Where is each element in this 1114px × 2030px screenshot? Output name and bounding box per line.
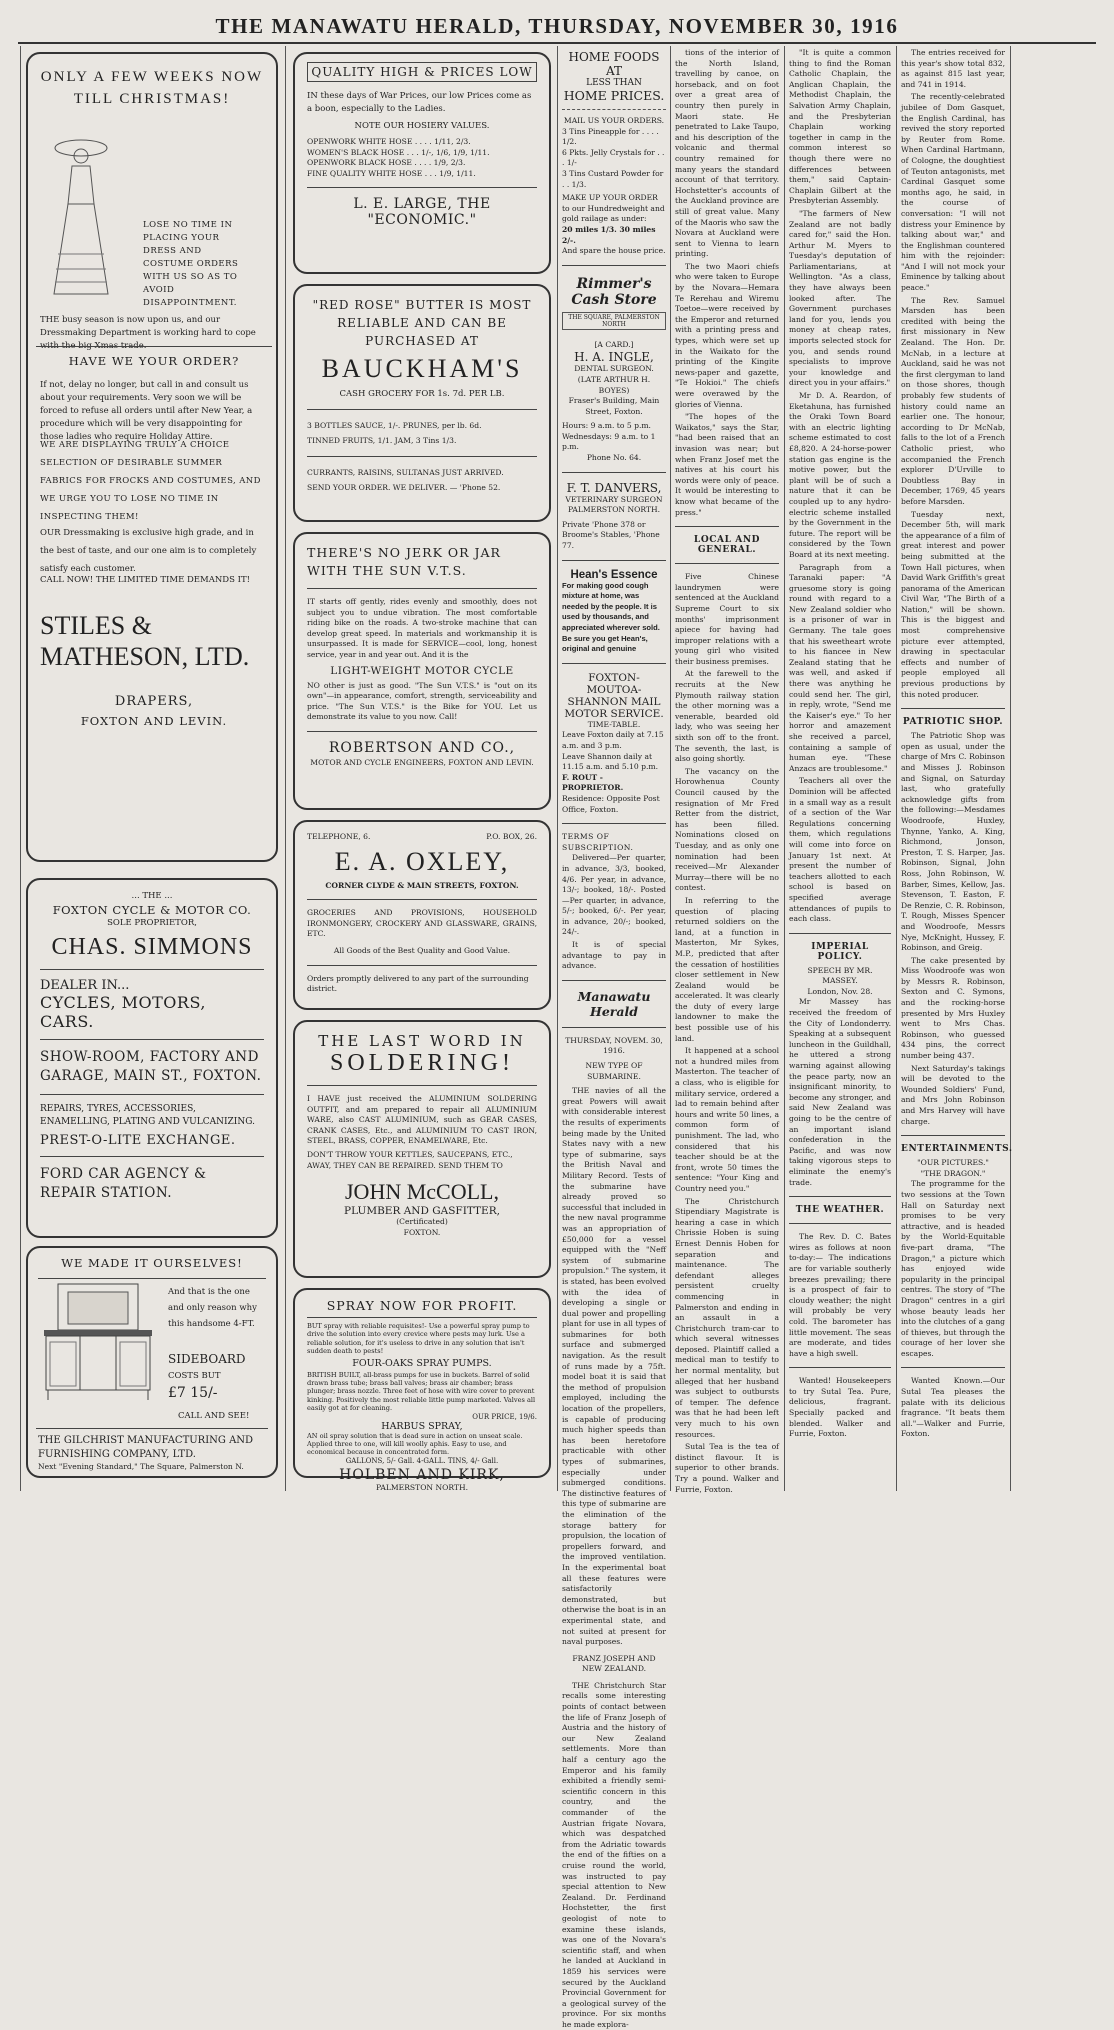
robertson-ad xyxy=(293,532,551,810)
dental-surgeon: DENTAL SURGEON. xyxy=(574,364,654,374)
sole-proprietor-label: SOLE PROPRIETOR, xyxy=(107,918,197,928)
danvers-name: F. T. DANVERS, xyxy=(566,480,662,495)
butter-price: CASH GROCERY FOR 1s. 7d. PER LB. xyxy=(339,389,505,399)
stiles-matheson-ad xyxy=(26,52,278,862)
dealer-in-label: DEALER IN... xyxy=(40,978,130,993)
column-rule xyxy=(20,46,21,1491)
column-rule xyxy=(1010,46,1011,1491)
dressmaking-paragraph: OUR Dressmaking is exclusive high grade, and in the best of taste, and our one aim is to completely satisfy each customer. xyxy=(40,528,257,574)
article-paragraph: The two Maori chiefs who were taken to Europe by the Novara—Hemara Te Rerehau and Wiremu Toetoe—were received by the Emperor and returned with a printing press and types, which were set up in the Waikato for the printing of the Kingite news-paper and gazette, "Te Hokioi." The chiefs were overawed by the glories of Vienna. xyxy=(675,261,779,409)
article-paragraph: The vacancy on the Horowhenua County Council caused by the resignation of Mr Fred Retter from the district, has been filled. Nominations closed on Tuesday, and as only one nomination had been received—Mr Alexander Murray—there will be no contest. xyxy=(675,766,779,893)
sutal-tea-ad: Sutal Tea is the tea of distinct flavour. It is superior to other brands. Try a pound. Walker and Furrie, Foxton. xyxy=(675,1442,779,1494)
plumber-label: PLUMBER AND GASFITTER, xyxy=(344,1205,500,1218)
ingle-address: Fraser's Building, Main Street, Foxton. xyxy=(568,396,660,416)
gilchrist-address: Next "Evening Standard," The Square, Palmerston N. xyxy=(38,1462,244,1471)
sun-vts-paragraph-2: NO other is just as good. "The Sun V.T.S." is "out on its own"—in appearance, comfort, strength, serviceability and price. "The Sun V.T.S." is the Bike for YOU. Let us demonstrate its value to you now. Call! xyxy=(307,680,537,722)
divider xyxy=(36,1428,268,1429)
article-paragraph: Mr D. A. Reardon, of Eketahuna, has furnished the Oraki Town Board with an electric lighting scheme estimated to cost £8,820. A 24-horse-power station gas engine is the motive power, but the plant will be of such a nature that it can be coupled up to any hydro-electric scheme installed by the Government in the future. The report will be considered by the Town Board at its next meeting. xyxy=(789,391,891,559)
railage-rates: 20 miles 1/3. 30 miles 2/-. xyxy=(562,224,656,245)
ingle-hours: Hours: 9 a.m. to 5 p.m. Wednesdays: 9 a.m. to 1 p.m. xyxy=(562,421,656,452)
column-1 xyxy=(26,48,278,1488)
busy-season-text: THE busy season is now upon us, and our Dressmaking Department is working hard to cope with the big Xmas trade. xyxy=(40,315,256,351)
harbus-paragraph: AN oil spray solution that is dead sure in action on unseat scale. Applied three to one, will kill woolly aphis. Easy to use, and economical because in concentrated form. xyxy=(307,1431,523,1457)
cycles-motors-cars: CYCLES, MOTORS, CARS. xyxy=(40,993,206,1031)
divider xyxy=(307,1317,537,1318)
large-firm-name: L. E. LARGE, THE "ECONOMIC." xyxy=(353,196,491,229)
masthead-rule xyxy=(18,42,1096,44)
lightweight-label: LIGHT-WEIGHT MOTOR CYCLE xyxy=(330,664,514,677)
divider xyxy=(40,1039,264,1040)
sun-vts-paragraph: IT starts off gently, rides evenly and smoothly, does not subject you to undue vibration. The most comfortable riding bike on the roads. A two-stroke machine that can develop great speed. In materials and workmanship it is unsurpassed. It is made for SERVICE—cool, long, honest service, year in and year out. And it is the xyxy=(307,597,537,659)
divider xyxy=(562,109,666,110)
article-paragraph: Teachers all over the Dominion will be affected in a small way as a result of a section of the War Regulations concerning them, which regulations will come into force on January 1st next. At present the number of teachers allotted to each school is based on specified average attendances of pupils to each class. xyxy=(789,776,891,924)
card-label: [A CARD.] xyxy=(594,339,634,349)
late-boyes: (LATE ARTHUR H. BOYES) xyxy=(577,374,651,395)
divider xyxy=(675,526,779,527)
danvers-stables: Broome's Stables, 'Phone 77. xyxy=(562,530,660,551)
holben-kirk-name: HOLBEN AND KIRK, xyxy=(339,1466,505,1483)
column-2 xyxy=(293,48,551,1492)
grocery-line: TINNED FRUITS, 1/1. JAM, 3 Tins 1/3. xyxy=(307,436,457,445)
danvers-place: PALMERSTON NORTH. xyxy=(567,505,661,515)
stiles-matheson-name: STILES & MATHESON, LTD. xyxy=(40,611,250,671)
column-rule xyxy=(285,46,286,1491)
oxley-name: E. A. OXLEY, xyxy=(334,846,510,876)
repairs-text: REPAIRS, TYRES, ACCESSORIES, ENAMELLING, PLATING AND VULCANIZING. xyxy=(40,1104,255,1127)
chas-simmons-name: CHAS. SIMMONS xyxy=(51,934,253,960)
sideboard-text: And that is the one and only reason why this handsome 4-FT. xyxy=(168,1287,257,1329)
danvers-phone: Private 'Phone 378 or xyxy=(562,519,646,529)
order-paragraph: If not, delay no longer, but call in and consult us about your requirements. Very soon we will be forced to refuse all orders until after New Year, a procedure which will be very disappointing for those ladies who require Holiday Attire. xyxy=(40,380,253,442)
hean-text: For making good cough mixture at home, was needed by the people. It is used by thousands, and appreciated wherever sold. Be sure you get Hean's, original and genuine xyxy=(562,580,660,654)
article-paragraph: "The farmers of New Zealand are not badly cared for," said the Hon. Arthur M. Myers to Tuesday's deputation of Parliamentarians, at Wellington. "As a class, they have always been looked after. The Government purchases land for you, lends you money at cheap rates, imports selected stock for you, and sends round specialists to improve your knowledge and direct you in your affairs." xyxy=(789,208,891,388)
divider xyxy=(901,708,1005,709)
dragon-subheading: "THE DRAGON." xyxy=(920,1168,986,1178)
divider xyxy=(562,663,666,664)
christmas-title: ONLY A FEW WEEKS NOW TILL CHRISTMAS! xyxy=(40,69,264,107)
article-paragraph: Paragraph from a Taranaki paper: "A gruesome story is going round with regard to a New Zealand soldier who is a prisoner of war in Germany. The tale goes that his sweetheart wrote to his fiancee in New Zealand stating that he was well, and asked if there was anything he could send her. The girl, in reply, wrote, "Send me the Kaiser's eye." To her horror and amazement she received a parcel, containing a sample of human eye. "These Anzacs are troublesome." xyxy=(789,562,891,773)
call-now-text: CALL NOW! THE LIMITED TIME DEMANDS IT! xyxy=(40,575,251,585)
divider xyxy=(901,1135,1005,1136)
divider xyxy=(307,965,537,966)
hosiery-item: OPENWORK WHITE HOSE . . . . 1/11, 2/3. xyxy=(307,137,471,146)
soldering-title: SOLDERING! xyxy=(330,1050,514,1076)
column-rule xyxy=(784,46,785,1491)
bauckham-ad xyxy=(293,284,551,522)
pumps-paragraph: BRITISH BUILT, all-brass pumps for use in buckets. Barrel of solid drawn brass tube; brass ball valves; brass air chamber; brass plunger; brass nozzle. Three feet of hose with wire cover to prevent kinking. Positively the most reliable little pump marketed. Valves all easily got at for cleaning. xyxy=(307,1370,536,1413)
terms-text: Delivered—Per quarter, in advance, 3/3, booked, 4/6. Per year, in advance, 13/-; booked, 18/-. Posted—Per quarter, in advance, 5/-; booked, 6/-. Per year, in advance, 20/-; booked, 24/-. xyxy=(562,853,666,937)
divider xyxy=(789,933,891,934)
article-paragraph: The Rev. Samuel Marsden has been credited with being the first missionary in New Zealand. The Hon. Dr. McNab, in a lecture at Auckland, said he was not the first clergyman to land on those shores, though probably few students of history could name an earlier one. The honour, according to Dr McNab, falls to the lot of a French Catholic priest, who accompanied the French explorer D'Urville to Doubtless Bay in December, 1769, 45 years before Marsden. xyxy=(901,295,1005,506)
hosiery-note: NOTE OUR HOSIERY VALUES. xyxy=(354,121,490,131)
less-than: LESS THAN xyxy=(586,78,642,88)
sutal-tea-ad: Wanted! Housekeepers to try Sutal Tea. Pure, delicious, fragrant. Specially packed and blended. Walker and Furrie, Foxton. xyxy=(789,1376,891,1439)
sideboard-illustration xyxy=(38,1280,158,1402)
article-paragraph: Tuesday next, December 5th, will mark the appearance of a film of great interest and power being submitted at the Town Hall pictures, when David Wark Griffith's great panorama of the American Civil War, "The Birth of a Nation," will be shown. This is the biggest and most comprehensive picture ever attempted, drawing in spectacular effects and number of people employed all previous productions by this noted producer. xyxy=(901,509,1005,699)
mccoll-place: FOXTON. xyxy=(403,1227,441,1237)
column-rule xyxy=(670,46,671,1491)
article-paragraph: The Christchurch Stipendiary Magistrate is hearing a case in which Chrissie Hoben is suing Ernest Dennis Hoben for separation and maintenance. The defendant alleges persistent cruelty commencing in Palmerston and ending in an assault in a Christchurch tram-car to which several witnesses deposed. Plaintiff called a medical man to testify to her normal mentality, but alleged that her husband was subject to outbursts of temper. The defence was that he had been left very much to his own resources. xyxy=(675,1196,779,1439)
oxley-quality: All Goods of the Best Quality and Good Value. xyxy=(333,945,511,955)
divider xyxy=(307,187,537,188)
costs-but-label: COSTS BUT xyxy=(168,1371,221,1381)
our-pictures-subheading: "OUR PICTURES." xyxy=(917,1158,989,1168)
divider xyxy=(789,1223,891,1224)
oxley-goods: GROCERIES AND PROVISIONS, HOUSEHOLD IRONMONGERY, CROCKERY AND GLASSWARE, GRAINS, ETC. xyxy=(307,908,537,939)
article-paragraph: The cake presented by Miss Woodroofe was won by Messrs R. Robinson, Sexton and C. Symons, and the rocking-horse presented by Mrs Huxley went to Mrs Chas. Robinson, who guessed 434 pins, the correct number being 437. xyxy=(901,955,1005,1061)
call-and-see: CALL AND SEE! xyxy=(178,1411,250,1421)
make-up-order: MAKE UP YOUR ORDER to our Hundredweight and gold railage as under: xyxy=(562,193,665,224)
ingle-name: H. A. INGLE, xyxy=(574,350,654,365)
divider xyxy=(901,1367,1005,1368)
spare-price: And spare the house price. xyxy=(562,246,666,256)
herald-date: THURSDAY, NOVEM. 30, 1916. xyxy=(565,1035,663,1056)
sideboard-label: SIDEBOARD xyxy=(168,1352,246,1366)
divider xyxy=(307,899,537,900)
pump-price: OUR PRICE, 19/6. xyxy=(472,1412,537,1421)
home-foods-title: HOME FOODS AT xyxy=(568,50,660,78)
franz-joseph-article: THE Christchurch Star recalls some interesting points of contact between the life of Franz Joseph of Austria and the history of our New Zealand settlements. More than half a century ago the Emperor and his family exhibited a friendly semi-scientific concern in this country, and the commander of the Austrian frigate Novara, which was despatched from the Adriatic towards the end of the fifties on a cruise round the world, was instructed to pay special attention to New Zealand. Dr. Ferdinand Hochstetter, the first geologist of note to examine these islands, was one of the Novara's scientific staff, and when he landed at Auckland in 1859 his services were secured by the Auckland Provincial Government for a geological survey of the province. For six months he made explora- xyxy=(562,1680,666,2029)
divider xyxy=(562,823,666,824)
patriotic-shop-heading: PATRIOTIC SHOP. xyxy=(902,717,1004,728)
cycle-company-name: FOXTON CYCLE & MOTOR CO. xyxy=(52,903,252,917)
divider xyxy=(40,1094,264,1095)
home-prices: HOME PRICES. xyxy=(563,88,665,103)
masthead: THE MANAWATU HERALD, THURSDAY, NOVEMBER 30, 1916 xyxy=(215,14,899,38)
divider xyxy=(40,969,264,970)
column-4 xyxy=(675,48,779,1494)
weather-report: The Rev. D. C. Bates wires as follows at noon to-day:— The indications are for variable southerly breezes prevailing; there is a prospect of fair to cloudy weather; the night will probably be very cold. The barometer has little movement. The seas are moderate, and tides have a high swell. xyxy=(789,1232,891,1358)
hosiery-item: FINE QUALITY WHITE HOSE . . . 1/9, 1/11. xyxy=(307,168,476,178)
divider xyxy=(789,1196,891,1197)
food-item: 3 Tins Pineapple for . . . . 1/2. xyxy=(562,126,659,147)
article-paragraph: The entries received for this year's show total 832, as against 815 last year, and 741 in 1914. xyxy=(901,48,1005,89)
article-paragraph: At the farewell to the recruits at the New Plymouth railway station the other morning was a venerable, bearded old lady, who was seeing her sixth son off to the front. The seventh, the last, is also going shortly. xyxy=(675,669,779,764)
divider xyxy=(307,456,537,457)
divider xyxy=(562,472,666,473)
showroom-text: SHOW-ROOM, FACTORY AND GARAGE, MAIN ST., FOXTON. xyxy=(40,1049,262,1084)
column-5 xyxy=(789,48,891,1488)
foxton-levin-label: FOXTON AND LEVIN. xyxy=(80,714,228,728)
ingle-phone: Phone No. 64. xyxy=(586,453,642,463)
article-paragraph: "The hopes of the Waikatos," says the Star, "had been raised that an invasion was near; but when Franz Josef met the natives at his court his words were only of peace. It would be interesting to know what became of the press." xyxy=(675,412,779,517)
sideboard-price: £7 15/- xyxy=(168,1385,218,1401)
spray-paragraph: BUT spray with reliable requisites!- Use a powerful spray pump to drive the solution into every crevice where pests may lurk. Use a reliable solution, for it's useless to drive in any solution that isn't sudden death to pests! xyxy=(307,1322,530,1356)
local-general-heading: LOCAL AND GENERAL. xyxy=(693,535,761,556)
grocery-line: CURRANTS, RAISINS, SULTANAS JUST ARRIVED. xyxy=(307,468,504,477)
submarine-article: THE navies of all the great Powers will await with considerable interest the results of experiments being made by the United States navy with a new type of submarine, says the British Naval and Military Record. Tests of the submarine have already proved so successful that included in the new naval programme was an appropriation of £50,000 for a vessel equipped with the "Neff system of submarine propulsion." The system, it is stated, has been evolved with the idea of developing a single or dual power and propelling plant for use in all types of submarines for both surface and submerged navigation. As the result of runs made by a 75ft. model boat it is said that the method of propulsion employed, including the location of the propellers, is capable of producing much higher speeds than has been heretofore practicable with other types of submarines, especially under submerged conditions. The distinctive features of this type of submarine are the elimination of the storage battery for propulsion, the location of propellers forward, and the improved ventilation. In the experimental boat all these features were satisfactorily demonstrated, but otherwise the boat is in an experimental state, and not suited at present for naval purposes. xyxy=(562,1086,666,1647)
divider xyxy=(675,563,779,564)
po-box-label: P.O. BOX, 26. xyxy=(486,832,537,841)
column-3 xyxy=(562,48,666,2029)
proprietor-label: F. ROUT - PROPRIETOR. xyxy=(562,772,624,793)
oxley-contact xyxy=(307,832,537,843)
oxley-delivery: Orders promptly delivered to any part of the surrounding district. xyxy=(307,973,529,994)
hosiery-item: OPENWORK BLACK HOSE . . . . 1/9, 2/3. xyxy=(307,158,466,168)
residence-label: Residence: Opposite Post Office, Foxton. xyxy=(562,793,660,814)
imperial-policy-heading: IMPERIAL POLICY. xyxy=(811,941,869,962)
article-paragraph: Mr Massey has received the freedom of the City of Londonderry. Speaking at a subsequent luncheon in the Guildhall, he uttered a strong warning against allowing the peace party, now an insignificant minority, to become any stronger, and said New Zealand was going to be the centre of an important island confederation in the Pacific, and was now taking vigorous steps to eliminate the enemy's trade. xyxy=(789,997,891,1187)
divider xyxy=(562,560,666,561)
foxton-departure: Leave Foxton daily at 7.15 a.m. and 3 p.m. xyxy=(562,730,664,750)
soldering-paragraph: I HAVE just received the ALUMINIUM SOLDERING OUTFIT, and am prepared to repair all ALUMINIUM WARE, also CAST ALUMINIUM, such as GEAR CASES, CRANK CASES, Etc., and ALUMINIUM TO CAST IRON, STEEL, BRASS, COPPER, ENAMELWARE, Etc. xyxy=(307,1094,537,1146)
article-paragraph: It happened at a school not a hundred miles from Masterton. The teacher of a class, who is eligible for military service, ordered a lad to remain behind after hours and write 50 lines, a common form of punishment. The lad, who considered that his teacher should be at the front, wrote 50 times the sentence: "Your King and Country need you." xyxy=(675,1046,779,1193)
mccoll-name: JOHN McCOLL, xyxy=(345,1179,499,1205)
four-oaks-label: FOUR-OAKS SPRAY PUMPS. xyxy=(352,1357,492,1369)
article-paragraph: The programme for the two sessions at the Town Hall on Saturday next promises to be very attractive, and is headed by the World-Equitable five-part drama, "The Dragon," a picture which has enjoyed wide popularity in the principal centres. The story of "The Dragon" centres in a girl whose beauty leads her into the clutches of a gang of thieves, but through the courage of her lover she escapes. xyxy=(901,1179,1005,1358)
rimmer-address: THE SQUARE, PALMERSTON NORTH xyxy=(562,312,666,330)
article-paragraph: The Patriotic Shop was open as usual, under the charge of Mrs C. Robinson and Misses J. Robinson and Signal, on Saturday last, who gratefully acknowledge gifts from the following:—Mesdames Woodroofe, Huxley, Thynne, Yanko, A. King, Richmond, Jonson, Preston, T. S. Harper, Jas. Robinson, Signal, John Ross, John Robinson, W. Barber, Simes, Kellow, Jas. Stevenson, T. Easton, F. De Renzie, C. R. Robinson, T. Rough, Misses Spencer and Woodroofe, Messrs Nye, McKnight, Hussey, F. Robinson, and Greig. xyxy=(901,731,1005,953)
sun-vts-title: THERE'S NO JERK OR JAR WITH THE SUN V.T.S. xyxy=(307,545,501,578)
divider xyxy=(40,1156,264,1157)
timetable-label: TIME-TABLE. xyxy=(587,719,641,729)
column-6 xyxy=(901,48,1013,1488)
war-prices-text: IN these days of War Prices, our low Prices come as a boon, especially to the Ladies. xyxy=(307,91,532,114)
lady-illustration xyxy=(44,134,118,304)
divider xyxy=(307,588,537,589)
robertson-sub: MOTOR AND CYCLE ENGINEERS, FOXTON AND LEVIN. xyxy=(310,757,534,767)
certificated-label: (Certificated) xyxy=(396,1217,448,1227)
drapers-label: DRAPERS, xyxy=(114,694,194,709)
holben-place: PALMERSTON NORTH. xyxy=(375,1482,469,1492)
mccoll-ad xyxy=(293,1020,551,1278)
sutal-tea-ad: Wanted Known.—Our Sutal Tea pleases the palate with its delicious fragrance. "It beats them all."—Walker and Furrie, Foxton. xyxy=(901,1376,1005,1439)
quality-title: QUALITY HIGH & PRICES LOW xyxy=(307,62,537,82)
order-title: HAVE WE YOUR ORDER? xyxy=(68,354,240,368)
oxley-ad xyxy=(293,820,551,1010)
made-it-ourselves-title: WE MADE IT OURSELVES! xyxy=(61,1256,243,1270)
article-paragraph: tions of the interior of the North Island, travelling by canoe, on horseback, and on foot over a great area of country then purely in Maori state. He penetrated to Lake Taupo, and his description of the volcanic and thermal country remained for many years the standard account of that territory. Hochstetter's accounts of the Auckland province are still of great value. Many of the Maoris who saw the Novara at Auckland were sent to Vienna to learn printing. xyxy=(675,48,779,259)
column-rule xyxy=(557,46,558,1491)
red-rose-title: "RED ROSE" BUTTER IS MOST RELIABLE AND CAN BE PURCHASED AT xyxy=(312,298,532,348)
grocery-line: 3 BOTTLES SAUCE, 1/-. PRUNES, per lb. 6d. xyxy=(307,421,482,430)
fabrics-paragraph: WE ARE DISPLAYING TRULY A CHOICE SELECTION OF DESIRABLE SUMMER FABRICS FOR FROCKS AND COSTUMES, AND WE URGE YOU TO LOSE NO TIME IN INSPECTING THEM! xyxy=(40,440,261,522)
mail-service-title: FOXTON-MOUTOA-SHANNON MAIL MOTOR SERVICE. xyxy=(564,671,664,720)
soldering-paragraph-2: DON'T THROW YOUR KETTLES, SAUCEPANS, ETC., AWAY, THEY CAN BE REPAIRED. SEND THEM TO xyxy=(307,1149,513,1170)
oxley-address: CORNER CLYDE & MAIN STREETS, FOXTON. xyxy=(325,880,519,890)
large-economic-ad xyxy=(293,52,551,274)
gilchrist-company-name: THE GILCHRIST MANUFACTURING AND FURNISHING COMPANY, LTD. xyxy=(38,1435,254,1460)
the-label: ... THE ... xyxy=(131,891,173,901)
telephone-label: TELEPHONE, 6. xyxy=(307,832,371,841)
shannon-departure: Leave Shannon daily at 11.15 a.m. and 5.10 p.m. xyxy=(562,751,659,772)
last-word-label: THE LAST WORD IN xyxy=(318,1032,526,1050)
article-paragraph: Next Saturday's takings will be devoted to the Wounded Soldiers' Fund, and Mrs John Robinson and Mrs Harvey will have charge. xyxy=(901,1063,1005,1126)
harbus-label: HARBUS SPRAY, xyxy=(381,1420,463,1432)
grocery-line: SEND YOUR ORDER. WE DELIVER. — 'Phone 52. xyxy=(307,483,501,492)
divider xyxy=(789,1367,891,1368)
divider xyxy=(307,409,537,410)
dateline: London, Nov. 28. xyxy=(807,986,873,996)
column-rule xyxy=(896,46,897,1491)
herald-nameplate: Manawatu Herald xyxy=(577,988,651,1019)
food-item: 6 Pkts. Jelly Crystals for . . . 1/- xyxy=(562,147,665,168)
entertainments-heading: ENTERTAINMENTS. xyxy=(901,1144,1013,1155)
divider xyxy=(38,1278,266,1279)
gallon-prices: GALLONS, 5/- Gall. 4-GALL. TINS, 4/- Gall. xyxy=(345,1456,499,1465)
hean-title: Hean's Essence xyxy=(570,568,658,581)
rimmer-logo: Rimmer's Cash Store xyxy=(571,275,657,308)
lose-no-time-text: LOSE NO TIME IN PLACING YOUR DRESS AND COSTUME ORDERS WITH US SO AS TO AVOID DISAPPOINTMENT. xyxy=(143,220,239,308)
divider xyxy=(562,980,666,981)
ford-agency-text: FORD CAR AGENCY & REPAIR STATION. xyxy=(40,1166,207,1201)
divider xyxy=(562,265,666,266)
spray-title: SPRAY NOW FOR PROFIT. xyxy=(326,1298,518,1313)
franz-joseph-heading: FRANZ JOSEPH AND NEW ZEALAND. xyxy=(572,1653,656,1674)
divider xyxy=(307,731,537,732)
terms-note: It is of special advantage to pay in advance. xyxy=(562,940,666,971)
prest-o-lite-text: PREST-O-LITE EXCHANGE. xyxy=(40,1133,236,1148)
divider xyxy=(307,1085,537,1086)
article-paragraph: "It is quite a common thing to find the Roman Catholic Chaplain, the Anglican Chaplain, the Methodist Chaplain, the Salvation Army Chaplain, and the Presbyterian Chaplain working together in camp in the common interest so though there were no differences between them," said Captain-Chaplain Gilbert at the Presbyterian Assembly. xyxy=(789,48,891,206)
gilchrist-ad xyxy=(26,1246,278,1478)
massey-subheading: SPEECH BY MR. MASSEY. xyxy=(807,965,873,986)
mail-orders: MAIL US YOUR ORDERS. xyxy=(563,116,665,125)
weather-heading: THE WEATHER. xyxy=(795,1205,885,1216)
robertson-name: ROBERTSON AND CO., xyxy=(328,739,516,756)
article-paragraph: In referring to the question of placing returned soldiers on the land, at a function in Masterton, Mr Sykes, M.P., predicted that after the cessation of hostilities closer settlement in New Zealand would be accelerated. It was clearly the duty of every large landowner to make the best possible use of his land. xyxy=(675,895,779,1043)
food-item: 3 Tins Custard Powder for . . 1/3. xyxy=(562,168,664,189)
bauckham-name: BAUCKHAM'S xyxy=(321,354,523,383)
holben-kirk-ad xyxy=(293,1288,551,1492)
divider xyxy=(36,346,272,347)
foxton-cycle-ad xyxy=(26,878,278,1238)
terms-title: TERMS OF SUBSCRIPTION. xyxy=(562,832,634,852)
article-paragraph: Five Chinese laundrymen were sentenced at the Auckland Supreme Court to six months' imprisonment apiece for having had improper relations with a young girl who visited their business premises. xyxy=(675,572,779,666)
submarine-heading: NEW TYPE OF SUBMARINE. xyxy=(585,1061,643,1081)
divider xyxy=(562,1027,666,1028)
article-paragraph: The recently-celebrated jubilee of Dom Gasquet, the English Cardinal, has revived the story reported by Reuter from Rome. When Cardinal Hartmann, of Cologne, the doughtiest of Teuton antagonists, met Cardinal Gasquet some months ago, he said, in the course of conversation: "I will not distress your Eminence by talking about war," and the Englishman countered him with the rejoinder: "And I will not mock your Eminence by talking about peace." xyxy=(901,92,1005,293)
hosiery-item: WOMEN'S BLACK HOSE . . . 1/-, 1/6, 1/9, 1/11. xyxy=(307,147,490,157)
veterinary-surgeon: VETERINARY SURGEON xyxy=(565,494,663,504)
